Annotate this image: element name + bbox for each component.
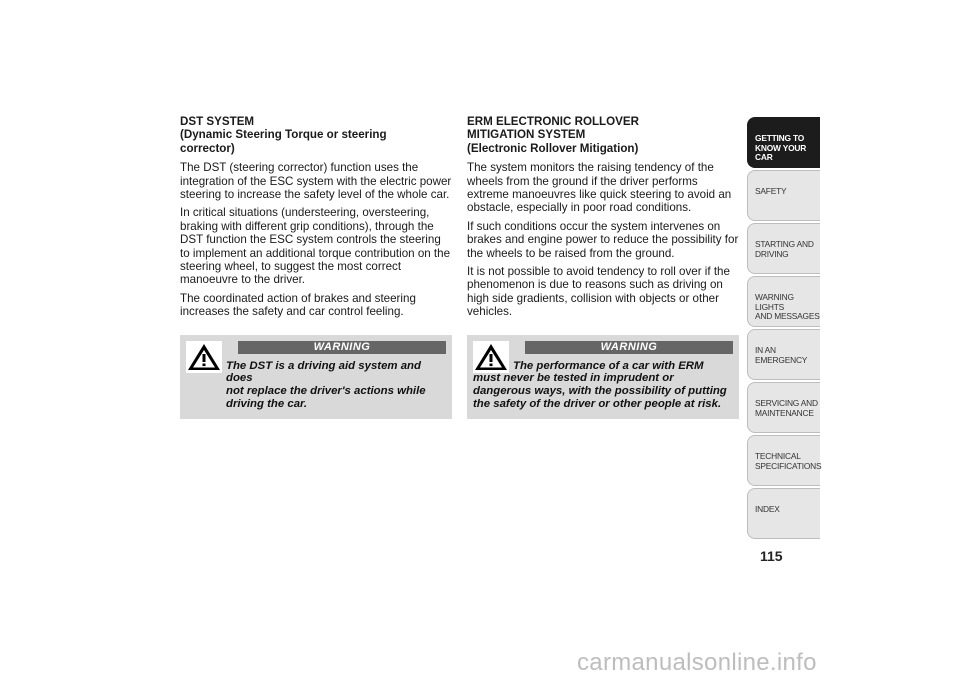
tab-label-line-1: SAFETY [755, 186, 787, 196]
tab-index[interactable] [747, 488, 820, 539]
dst-warning-text-rest: not replace the driver's actions while driving the car. [226, 385, 426, 411]
tab-label-line-1: SERVICING AND [755, 398, 818, 408]
erm-heading [467, 115, 739, 155]
tab-label-line-1: IN AN EMERGENCY [755, 345, 808, 365]
tab-warning-lights-and-messages[interactable] [747, 276, 820, 327]
erm-warning-label: WARNING [525, 341, 733, 354]
erm-warning-text-rest: must never be tested in imprudent or dangerous ways, with the possibility of putting the safety of the driver or other people at risk. [473, 372, 727, 411]
tab-label-line-1: WARNING LIGHTS [755, 292, 794, 312]
left-column [180, 115, 452, 419]
dst-heading-line-2: (Dynamic Steering Torque or steering [180, 128, 387, 142]
tab-label-line-2: KNOW YOUR CAR [755, 142, 807, 162]
erm-paragraph-3: It is not possible to avoid tendency to roll over if the phenomenon is due to reasons such as driving on high side gradients, collision with objects or other vehicles. [467, 265, 730, 319]
erm-warning-box [467, 335, 739, 419]
dst-heading-line-1: DST SYSTEM [180, 115, 255, 128]
erm-heading-line-3: (Electronic Rollover Mitigation) [467, 141, 639, 155]
tab-label-line-1: GETTING TO [755, 133, 805, 143]
tab-starting-and-driving[interactable] [747, 223, 820, 274]
tab-label-line-2: SPECIFICATIONS [755, 460, 822, 471]
tab-servicing-and-maintenance[interactable] [747, 382, 820, 433]
dst-heading-line-3: corrector) [180, 141, 235, 155]
tab-getting-to-know-your-car[interactable] [747, 117, 820, 168]
warning-triangle-icon [473, 341, 509, 373]
tab-label-line-2: AND MESSAGES [755, 311, 820, 321]
dst-paragraph-2: In critical situations (understeering, oversteering, braking with different grip conditions), through the DST function the ESC system controls the steering to implement an additional torque contribution on the steering wheel, to suggest the most correct manoeuvre to the driver. [180, 206, 451, 287]
dst-warning-text [186, 360, 446, 411]
tab-label-line-1: INDEX [755, 504, 780, 514]
dst-paragraph-3: The coordinated action of brakes and steering increases the safety and car control feeling. [180, 291, 416, 319]
tab-label-line-1: TECHNICAL [755, 451, 801, 461]
tab-label-line-2: DRIVING [755, 248, 789, 259]
tab-safety[interactable] [747, 170, 820, 221]
tab-label-line-1: STARTING AND [755, 239, 814, 249]
tab-technical-specifications[interactable] [747, 435, 820, 486]
dst-warning-text-first: The DST is a driving aid system and does [226, 359, 421, 385]
erm-paragraph-2: If such conditions occur the system intervenes on brakes and engine power to reduce the possibility for the wheels to be raised from the ground. [467, 219, 739, 260]
dst-warning-label: WARNING [238, 341, 446, 354]
dst-warning-box [180, 335, 452, 419]
watermark: carmanualsonline.info [577, 649, 817, 676]
warning-triangle-icon [186, 341, 222, 373]
erm-warning-text-first: The performance of a car with ERM [513, 359, 704, 372]
erm-heading-line-2: MITIGATION SYSTEM [467, 128, 586, 142]
tab-in-an-emergency[interactable] [747, 329, 820, 380]
tab-label-line-2: MAINTENANCE [755, 407, 814, 418]
erm-warning-text [473, 360, 733, 411]
erm-heading-line-1: ERM ELECTRONIC ROLLOVER [467, 115, 639, 128]
erm-paragraph-1: The system monitors the raising tendency of the wheels from the ground if the driver performs extreme manoeuvres like quick steering to avoid an obstacle, especially in poor road conditions. [467, 161, 732, 215]
section-tabs [747, 117, 820, 541]
dst-paragraph-1: The DST (steering corrector) function uses the integration of the ESC system with the electric power steering to increase the safety level of the whole car. [180, 161, 452, 202]
page-number: 115 [760, 548, 783, 564]
dst-heading [180, 115, 452, 155]
right-column [467, 115, 739, 419]
